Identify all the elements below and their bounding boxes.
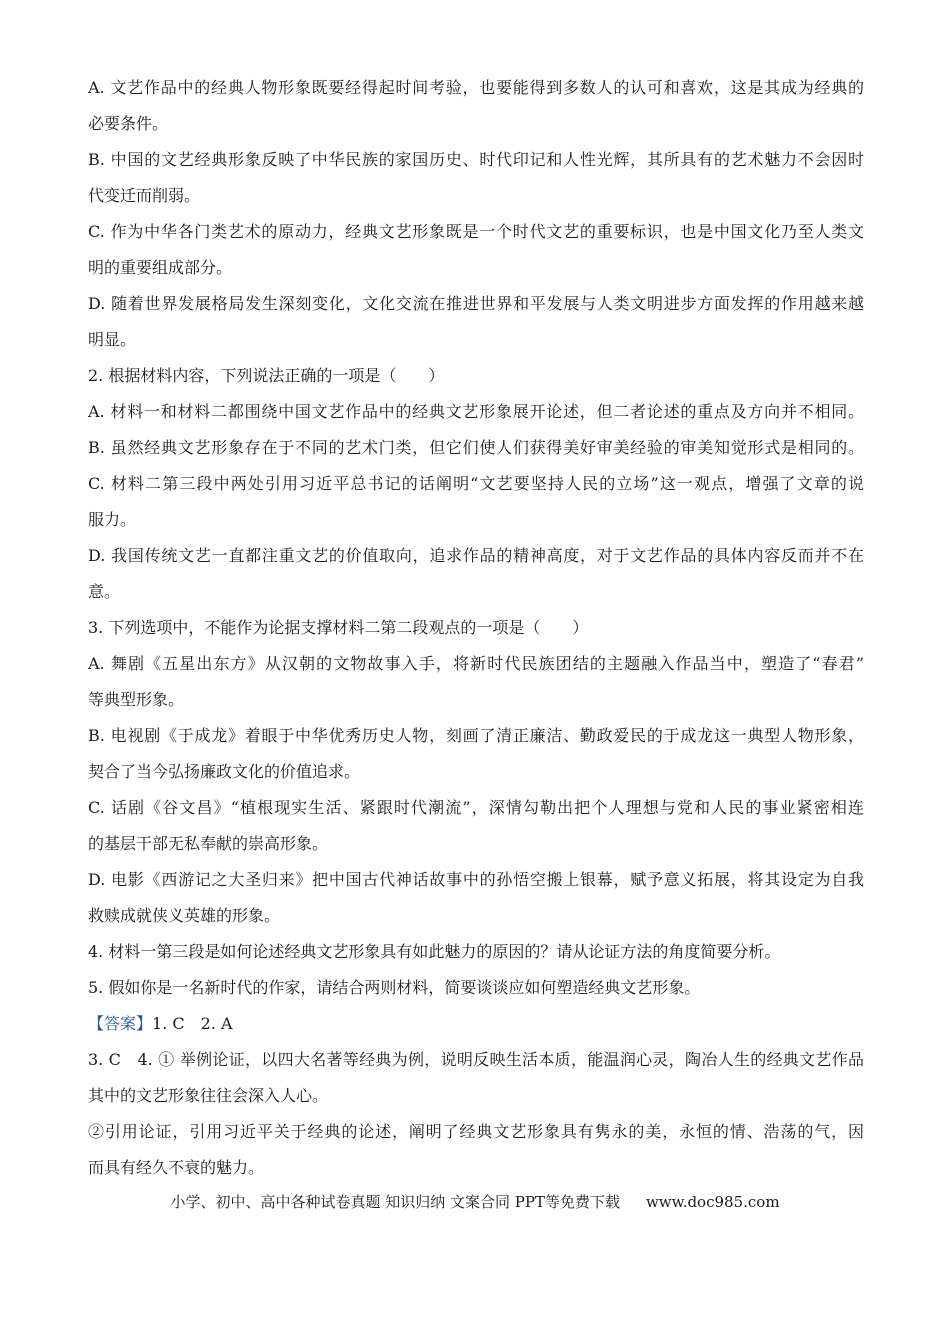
footer-website: www.doc985.com [645, 1193, 780, 1211]
q2-option-c [88, 466, 864, 538]
q3-option-d [88, 862, 864, 934]
text-line: C. 材料二第三段中两处引用习近平总书记的话阐明“文艺要坚持人民的立场”这一观点，增强了文章的说 [88, 474, 864, 493]
text-line: 明显。 [88, 330, 137, 349]
text-line: A. 舞剧《五星出东方》从汉朝的文物故事入手，将新时代民族团结的主题融入作品当中，塑造了“春君” [88, 654, 864, 673]
text-line: B. 中国的文艺经典形象反映了中华民族的家国历史、时代印记和人性光辉，其所具有的艺术魅力不会因时 [88, 150, 864, 169]
q1-option-d [88, 286, 864, 358]
q3-option-b [88, 718, 864, 790]
page-footer [0, 1190, 950, 1214]
text-line: 意。 [88, 582, 121, 601]
text-line: B. 电视剧《于成龙》着眼于中华优秀历史人物，刻画了清正廉洁、勤政爱民的于成龙这一典型人物形象， [88, 726, 864, 745]
q1-option-b [88, 142, 864, 214]
document-body [88, 70, 864, 1186]
text-line: 契合了当今弘扬廉政文化的价值追求。 [88, 762, 361, 781]
q3-option-c [88, 790, 864, 862]
answer-tag: 【答案】 [88, 1014, 153, 1033]
answer-values: 1. C 2. A [152, 1014, 233, 1033]
text-line: 等典型形象。 [88, 690, 185, 709]
text-line: A. 文艺作品中的经典人物形象既要经得起时间考验，也要能得到多数人的认可和喜欢，这是其成为经典的 [88, 78, 864, 97]
q3-stem: 3. 下列选项中，不能作为论据支撑材料二第二段观点的一项是（ ） [88, 618, 589, 637]
answer-line [88, 1006, 864, 1042]
text-line: B. 虽然经典文艺形象存在于不同的艺术门类，但它们使人们获得美好审美经验的审美知觉形式是相同的。 [88, 438, 864, 457]
q4-stem: 4. 材料一第三段是如何论述经典文艺形象具有如此魅力的原因的？请从论证方法的角度简要分析。 [88, 942, 781, 961]
text-line: 服力。 [88, 510, 137, 529]
text-line: 的基层干部无私奉献的崇高形象。 [88, 834, 329, 853]
q1-option-c [88, 214, 864, 286]
text-line: 救赎成就侠义英雄的形象。 [88, 906, 281, 925]
q5-stem: 5. 假如你是一名新时代的作家，请结合两则材料，简要谈谈应如何塑造经典文艺形象。 [88, 978, 701, 997]
text-line: 3. C 4. ① 举例论证，以四大名著等经典为例，说明反映生活本质，能温润心灵，陶冶人生的经典文艺作品 [88, 1050, 864, 1069]
footer-text: 小学、初中、高中各种试卷真题 知识归纳 文案合同 PPT等免费下载 [170, 1193, 620, 1211]
text-line: 而具有经久不衰的魅力。 [88, 1158, 265, 1177]
q3-option-a [88, 646, 864, 718]
text-line: C. 话剧《谷文昌》“植根现实生活、紧跟时代潮流”，深情勾勒出把个人理想与党和人民的事业紧密相连 [88, 798, 864, 817]
text-line: D. 我国传统文艺一直都注重文艺的价值取向，追求作品的精神高度，对于文艺作品的具体内容反而并不在 [88, 546, 864, 565]
text-line: ②引用论证，引用习近平关于经典的论述，阐明了经典文艺形象具有隽永的美，永恒的情、浩荡的气，因 [88, 1122, 864, 1141]
q2-option-a [88, 394, 864, 430]
text-line: C. 作为中华各门类艺术的原动力，经典文艺形象既是一个时代文艺的重要标识，也是中国文化乃至人类文 [88, 222, 864, 241]
text-line: 必要条件。 [88, 114, 169, 133]
q2-stem: 2. 根据材料内容，下列说法正确的一项是（ ） [88, 366, 445, 385]
text-line: 代变迁而削弱。 [88, 186, 201, 205]
q2-option-b [88, 430, 864, 466]
text-line: D. 随着世界发展格局发生深刻变化，文化交流在推进世界和平发展与人类文明进步方面发挥的作用越来越 [88, 294, 864, 313]
q1-option-a [88, 70, 864, 142]
text-line: D. 电影《西游记之大圣归来》把中国古代神话故事中的孙悟空搬上银幕，赋予意义拓展，将其设定为自我 [88, 870, 864, 889]
text-line: 其中的文艺形象往往会深入人心。 [88, 1086, 329, 1105]
q2-option-d [88, 538, 864, 610]
text-line: 明的重要组成部分。 [88, 258, 233, 277]
text-line: A. 材料一和材料二都围绕中国文艺作品中的经典文艺形象展开论述，但二者论述的重点及方向并不相同。 [88, 402, 864, 421]
